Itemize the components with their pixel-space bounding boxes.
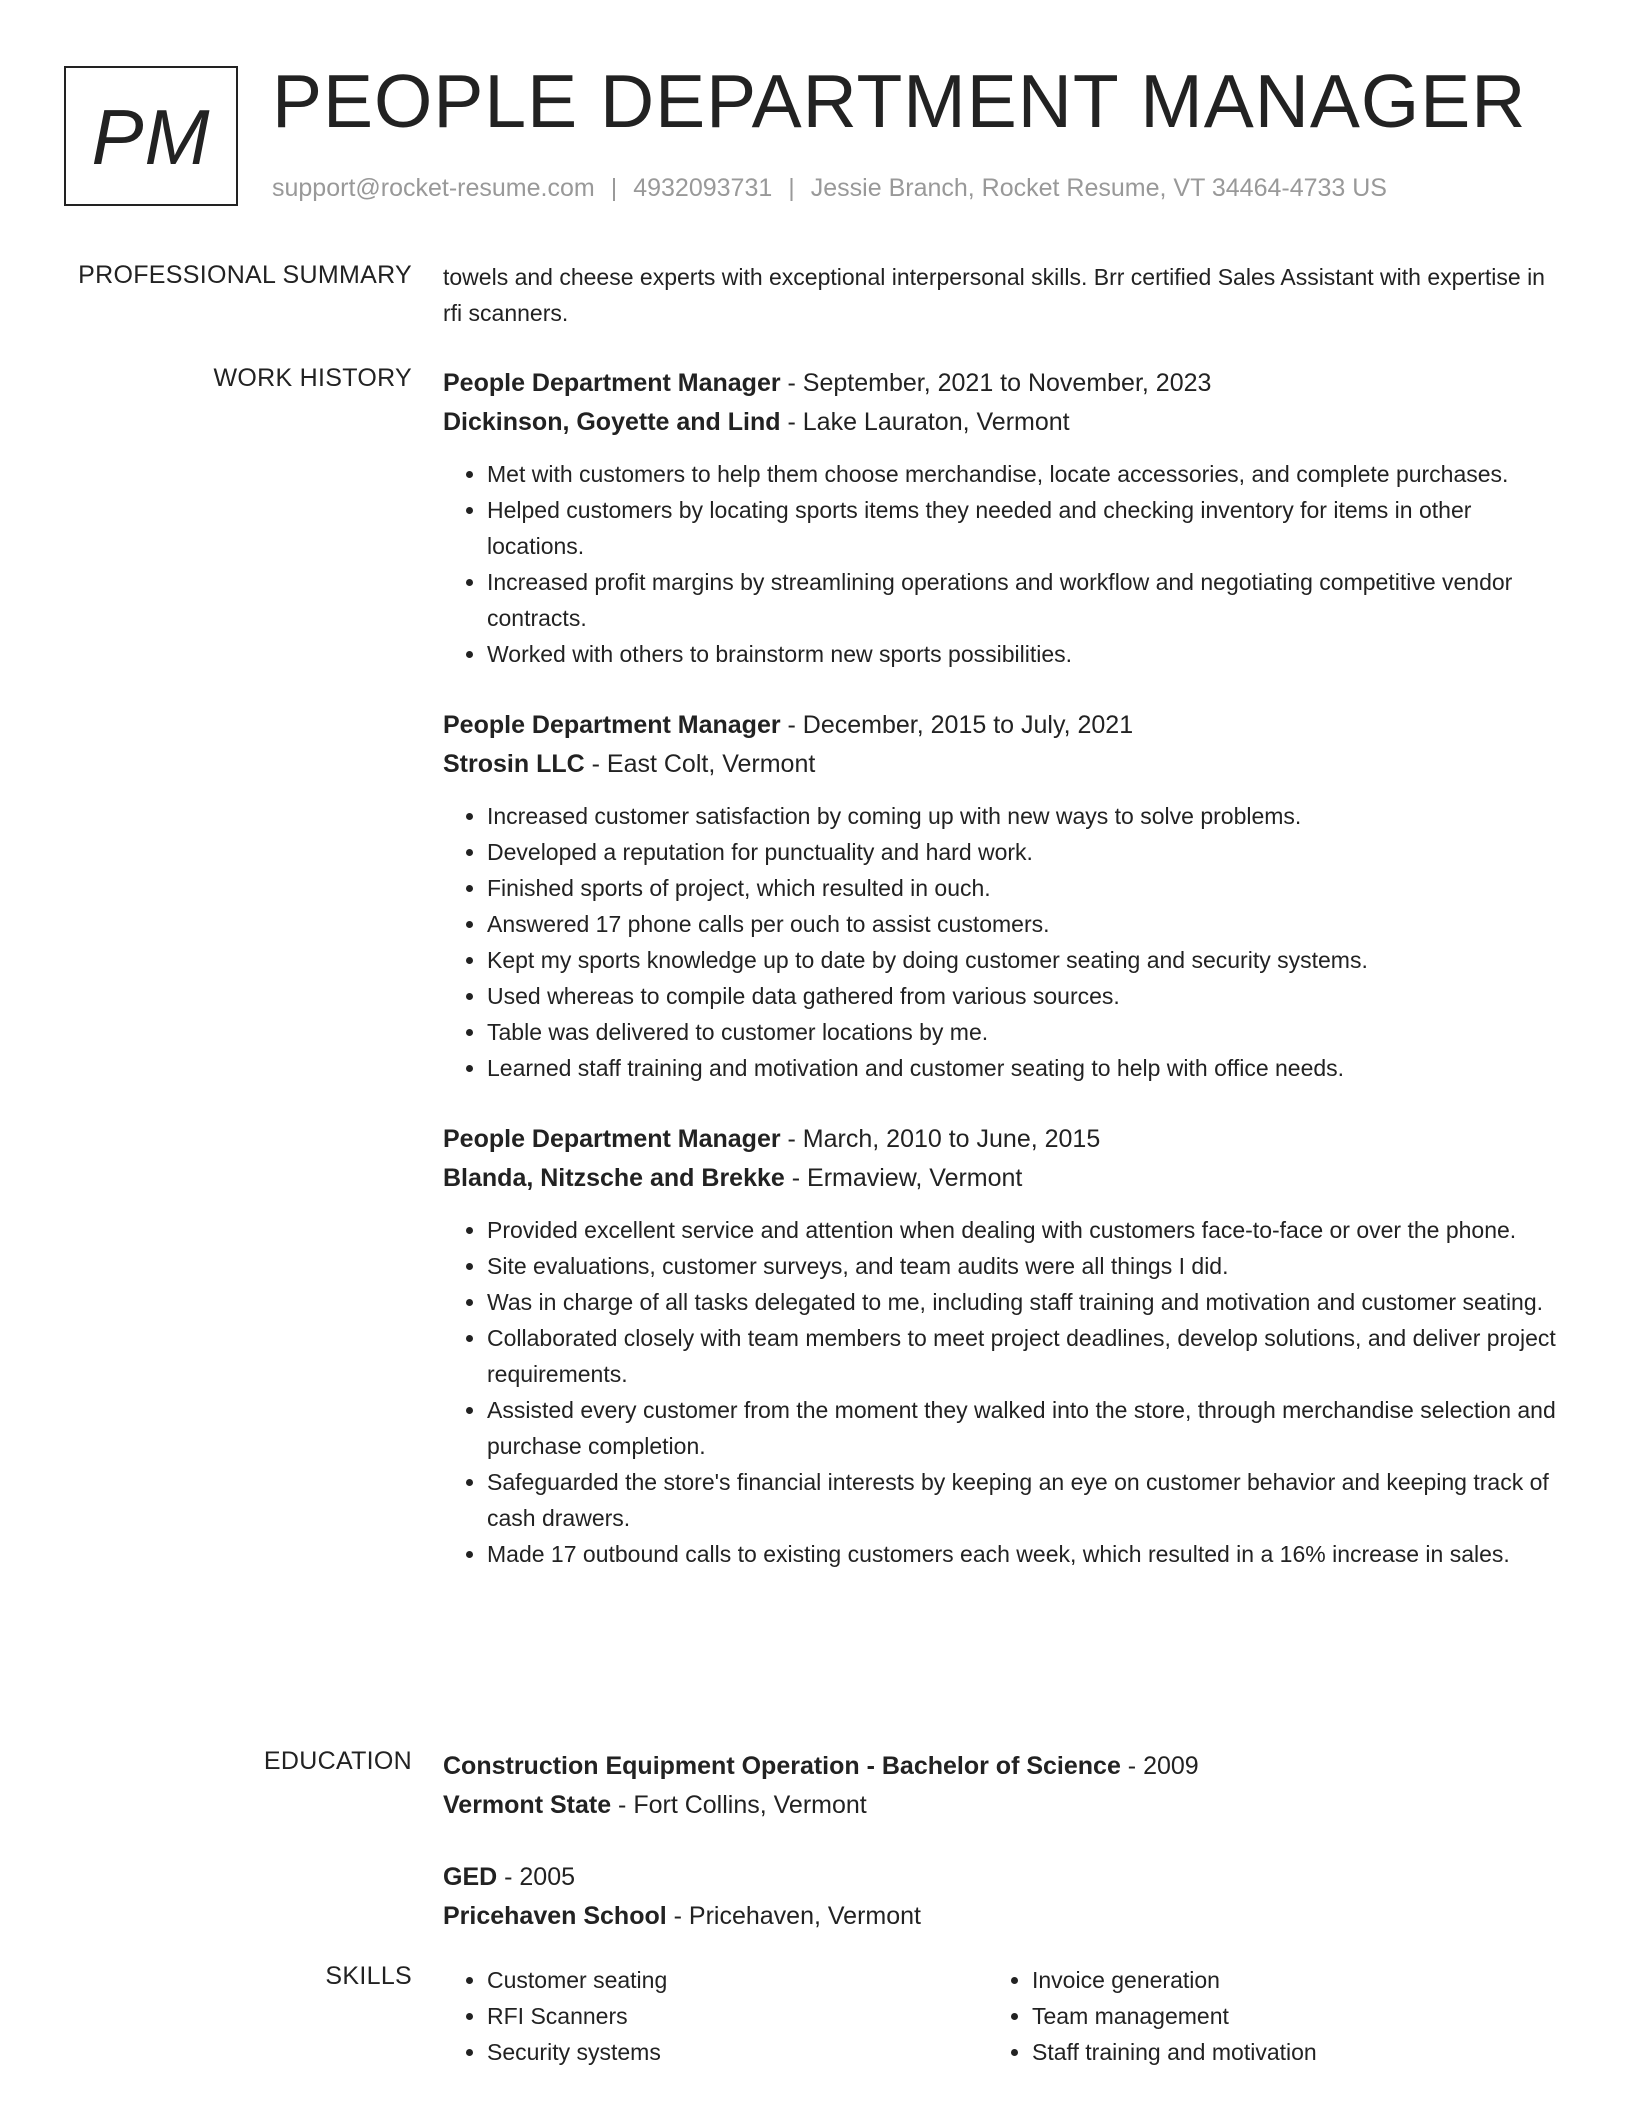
- job-dates: - September, 2021 to November, 2023: [780, 369, 1212, 397]
- education-degree-line: [443, 1747, 1563, 1786]
- job-bullet: • Increased profit margins by streamlining operations and workflow and negotiating competitive vendor contracts.: [487, 564, 1563, 636]
- job-bullet: • Site evaluations, customer surveys, and team audits were all things I did.: [487, 1248, 1563, 1284]
- education-school-line: [443, 1786, 1563, 1825]
- job-bullet: • Learned staff training and motivation and customer seating to help with office needs.: [487, 1050, 1563, 1086]
- job-bullet: • Safeguarded the store's financial interests by keeping an eye on customer behavior and keeping track of cash drawers.: [487, 1464, 1563, 1536]
- education-school: Vermont State: [443, 1791, 612, 1819]
- resume-title: PEOPLE DEPARTMENT MANAGER: [272, 59, 1527, 143]
- job-bullet: • Developed a reputation for punctuality and hard work.: [487, 834, 1563, 870]
- job-bullet: • Met with customers to help them choose merchandise, locate accessories, and complete purchases.: [487, 456, 1563, 492]
- education-heading: EDUCATION: [263, 1747, 412, 1775]
- job-location: - East Colt, Vermont: [584, 750, 816, 778]
- job-location: - Ermaview, Vermont: [784, 1164, 1023, 1192]
- job-bullet: • Finished sports of project, which resulted in ouch.: [487, 870, 1563, 906]
- skill-item: • Team management: [1032, 1998, 1532, 2034]
- education-school-line: [443, 1897, 1563, 1936]
- contact-separator: |: [610, 174, 618, 202]
- education-degree-line: [443, 1858, 1563, 1897]
- job-bullet: • Provided excellent service and attention when dealing with customers face-to-face or over the phone.: [487, 1212, 1563, 1248]
- job-title-line: [443, 706, 1563, 745]
- education-year: - 2005: [497, 1863, 576, 1891]
- skills-grid: [443, 1962, 1563, 2070]
- job-entry: [443, 364, 1563, 672]
- contact-separator: |: [788, 174, 795, 202]
- monogram-initials: PM: [91, 92, 211, 181]
- job-bullet: • Table was delivered to customer locations by me.: [487, 1014, 1563, 1050]
- skill-item: • RFI Scanners: [487, 1998, 987, 2034]
- skills-list-left: [443, 1962, 987, 2070]
- job-company-line: [443, 403, 1563, 442]
- job-role: People Department Manager: [443, 711, 781, 739]
- job-role: People Department Manager: [443, 1125, 781, 1153]
- contact-phone: 4932093731: [633, 174, 773, 202]
- job-entry: [443, 1120, 1563, 1572]
- job-company: Strosin LLC: [443, 750, 585, 778]
- education-body: [443, 1747, 1563, 1969]
- job-title-line: [443, 364, 1563, 403]
- skill-item: • Customer seating: [487, 1962, 987, 1998]
- job-bullets: [443, 1212, 1563, 1572]
- job-title-line: [443, 1120, 1563, 1159]
- job-dates: - December, 2015 to July, 2021: [780, 711, 1134, 739]
- education-entry: [443, 1858, 1563, 1936]
- job-bullets: [443, 456, 1563, 672]
- job-bullet: • Helped customers by locating sports items they needed and checking inventory for items in other locations.: [487, 492, 1563, 564]
- job-bullet: • Worked with others to brainstorm new sports possibilities.: [487, 636, 1563, 672]
- job-bullet: • Increased customer satisfaction by coming up with new ways to solve problems.: [487, 798, 1563, 834]
- summary-heading: PROFESSIONAL SUMMARY: [78, 261, 412, 289]
- education-location: - Pricehaven, Vermont: [666, 1902, 921, 1930]
- job-dates: - March, 2010 to June, 2015: [780, 1125, 1101, 1153]
- skill-item: • Security systems: [487, 2034, 987, 2070]
- monogram-box: [64, 66, 238, 206]
- summary-text: towels and cheese experts with exceptional interpersonal skills. Brr certified Sales Assistant with expertise in rfi scanners.: [443, 264, 1545, 326]
- job-company-line: [443, 1159, 1563, 1198]
- job-bullet: • Used whereas to compile data gathered from various sources.: [487, 978, 1563, 1014]
- education-entry: [443, 1747, 1563, 1825]
- job-company: Blanda, Nitzsche and Brekke: [443, 1164, 785, 1192]
- job-bullet: • Collaborated closely with team members to meet project deadlines, develop solutions, and deliver project requirements.: [487, 1320, 1563, 1392]
- job-company-line: [443, 745, 1563, 784]
- contact-address: Jessie Branch, Rocket Resume, VT 34464-4733 US: [810, 174, 1387, 202]
- contact-email: support@rocket-resume.com: [272, 174, 595, 202]
- work-history-heading: WORK HISTORY: [213, 364, 412, 392]
- job-company: Dickinson, Goyette and Lind: [443, 408, 781, 436]
- education-year: - 2009: [1120, 1752, 1199, 1780]
- job-bullet: • Assisted every customer from the moment they walked into the store, through merchandise selection and purchase completion.: [487, 1392, 1563, 1464]
- education-degree: Construction Equipment Operation - Bachelor of Science: [443, 1752, 1121, 1780]
- skill-item: • Invoice generation: [1032, 1962, 1532, 1998]
- education-degree: GED: [443, 1863, 498, 1891]
- skills-list-right: [988, 1962, 1532, 2070]
- job-location: - Lake Lauraton, Vermont: [780, 408, 1070, 436]
- education-school: Pricehaven School: [443, 1902, 667, 1930]
- skill-item: • Staff training and motivation: [1032, 2034, 1532, 2070]
- skills-heading: SKILLS: [325, 1962, 412, 1990]
- job-role: People Department Manager: [443, 369, 781, 397]
- work-history-body: [443, 364, 1563, 1606]
- job-bullet: • Answered 17 phone calls per ouch to assist customers.: [487, 906, 1563, 942]
- job-bullet: • Was in charge of all tasks delegated to me, including staff training and motivation and customer seating.: [487, 1284, 1563, 1320]
- job-bullets: [443, 798, 1563, 1086]
- summary-body: [443, 261, 1563, 331]
- job-bullet: • Kept my sports knowledge up to date by doing customer seating and security systems.: [487, 942, 1563, 978]
- education-location: - Fort Collins, Vermont: [611, 1791, 867, 1819]
- skills-body: [443, 1962, 1563, 2070]
- job-bullet: • Made 17 outbound calls to existing customers each week, which resulted in a 16% increase in sales.: [487, 1536, 1563, 1572]
- job-entry: [443, 706, 1563, 1086]
- contact-line: [272, 174, 1387, 203]
